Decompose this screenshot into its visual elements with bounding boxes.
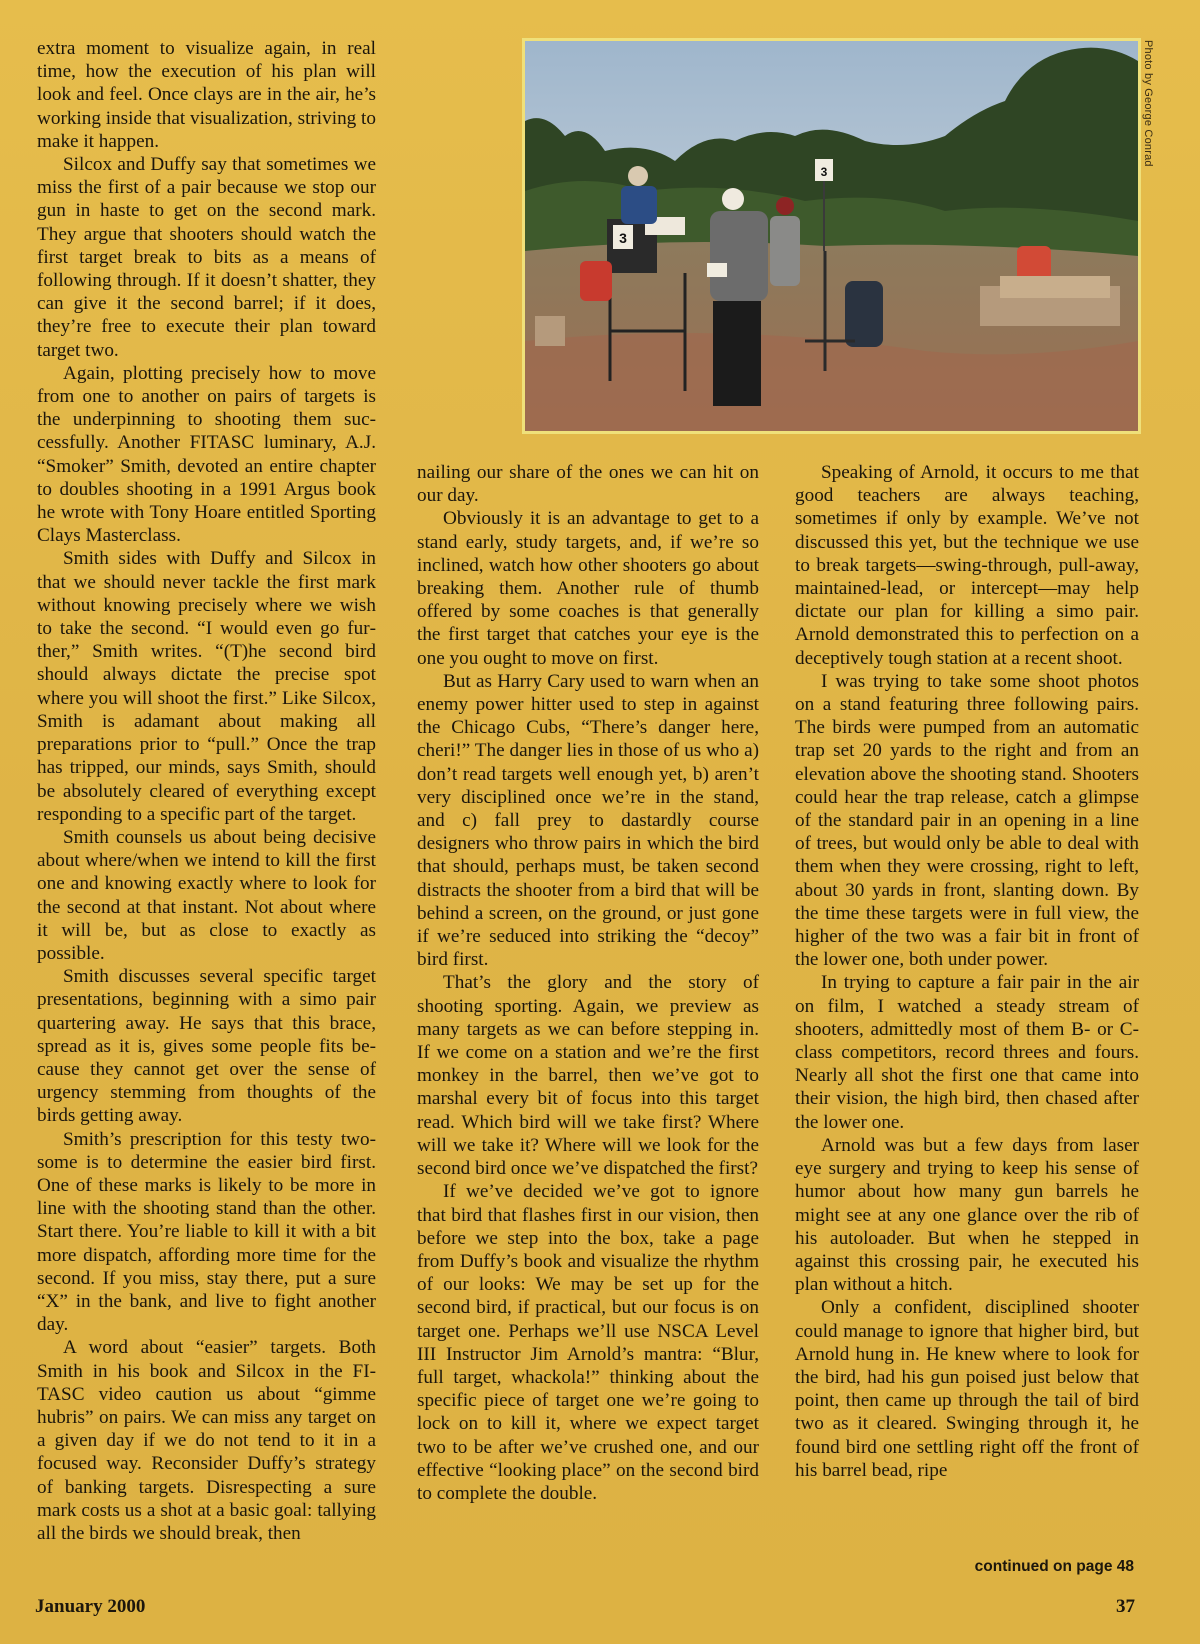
photo-illustration <box>525 41 1138 431</box>
paragraph: That’s the glory and the story of shooting sporting. Again, we preview as many targets as we can before stepping in. If we come on a station and we’re the first monkey in the barrel, then we’ve got to marshal every bit of focus into this target read. Which bird will we take first? Where will we take it? Where will we look for the second bird once we’ve dispatched the first? <box>417 972 759 1180</box>
paragraph: Smith’s prescription for this testy twosome is to determine the easier bird first. One of these marks is likely to be more in line with the shooting stand than the other. Start there. You’re liable to kill it with a bit more dispatch, affording more time for the second. If you miss, stay there, put a sure “X” in the bank, and live to fight another day. <box>37 1128 376 1336</box>
continued-note: continued on page 48 <box>974 1558 1134 1575</box>
paragraph: extra moment to visualize again, in real time, how the execution of his plan will look and feel. Once clays are in the air, he’s working inside that visualization, striving to make it happen. <box>37 38 376 152</box>
paragraph: I was trying to take some shoot photos on a stand featuring three following pairs. The birds were pumped from an automatic trap set 20 yards to the right and from an elevation above the shooting stand. Shooters could hear the trap release, catch a glimpse of the standard pair in an opening in a line of trees, but would only be able to deal with them when they were crossing, right to left, about 30 yards in front, slanting down. By the time these targets were in full view, the higher of the two was a fair bit in front of the lower one, both under power. <box>795 670 1139 971</box>
paragraph: Speaking of Arnold, it occurs to me that good teachers are always teaching, sometimes if only by example. We’ve not discussed this yet, but the technique we use to break targets—swing-through, pull-away, maintained-lead, or intercept—may help dictate our plan for killing a simo pair. Arnold demonstrated this to perfection on a deceptively tough station at a recent shoot. <box>795 462 1139 669</box>
paragraph: nailing our share of the ones we can hit on our day. <box>417 462 759 507</box>
page-number: 37 <box>1116 1596 1135 1617</box>
article-column-2 <box>417 461 759 1505</box>
paragraph: If we’ve decided we’ve got to ignore that bird that flashes first in our vision, then before we step into the box, take a page from Duffy’s book and visualize the rhythm of our looks: We may be set up for the second bird, if practical, but our focus is on target one. Perhaps we’ll use NSCA Level III Instructor Jim Arnold’s mantra: “Blur, full target, whackola!” thinking about the specific piece of target one we’re going to lock on to kill it, where we expect target two to be after we’ve crushed one, and our effective “looking place” on the second bird to complete the double. <box>417 1181 759 1504</box>
article-column-3 <box>795 461 1139 1482</box>
photo-credit: Photo by George Conrad <box>1142 40 1154 167</box>
station-sign-3-far: 3 <box>820 165 828 179</box>
station-sign-3: 3 <box>619 230 627 246</box>
paragraph: Smith sides with Duffy and Silcox in that we should never tackle the first mark without knowing precisely where we wish to take the second. “I would even go further,” Smith writes. “(T)he second bird should always dictate the precise spot where you will shoot the first.” Like Silcox, Smith is adamant about making all preparations prior to “pull.” Once the trap has tripped, our minds, says Smith, should be absolutely cleared of everything except responding to a specific part of the target. <box>37 548 376 825</box>
footer-date: January 2000 <box>35 1596 146 1617</box>
paragraph: Smith counsels us about being decisive about where/when we intend to kill the first one and knowing exactly where to look for the second at that instant. Not about where it will be, but as close to exactly as possible. <box>37 826 376 964</box>
paragraph: Smith discusses several specific target presentations, beginning with a simo pair quartering away. He says that this brace, spread as it is, gives some people fits because they cannot get over the sense of urgency stemming from thoughts of the birds getting away. <box>37 966 376 1127</box>
paragraph: A word about “easier” targets. Both Smith in his book and Silcox in the FITASC video caution us about “gimme hubris” on pairs. We can miss any target on a given day if we do not tend to it in a focused way. Reconsider Duffy’s strategy of banking targets. Disrespecting a sure mark costs us a shot at a basic goal: tallying all the birds we should break, then <box>37 1337 376 1544</box>
paragraph: Obviously it is an advantage to get to a stand early, study targets, and, if we’re so inclined, watch how other shooters go about breaking them. Another rule of thumb offered by some coaches is that generally the first target that catches your eye is the one you ought to move on first. <box>417 508 759 669</box>
paragraph: Silcox and Duffy say that sometimes we miss the first of a pair because we stop our gun in haste to get on the second mark. They argue that shooters should watch the first target break to bits as a means of following through. If it doesn’t shatter, they can give it the second barrel; if it does, they’re free to execute their plan toward target two. <box>37 154 376 361</box>
article-column-1 <box>37 37 376 1545</box>
paragraph: In trying to capture a fair pair in the air on film, I watched a steady stream of shooters, admittedly most of them B- or C-class competitors, record threes and fours. Nearly all shot the first one that came into their vision, the high bird, then chased after the lower one. <box>795 972 1139 1133</box>
paragraph: Arnold was but a few days from laser eye surgery and trying to keep his sense of humor about how many gun barrels he might see at any one glance over the rib of his autoloader. But when he stepped in against this crossing pair, he executed his plan without a hitch. <box>795 1134 1139 1296</box>
paragraph: Only a confident, disciplined shooter could manage to ignore that higher bird, but Arnold hung in. He knew where to look for the bird, had his gun poised just below that point, then came up through the tail of bird two as it cleared. Swinging through it, he found bird one settling right off the front of his barrel bead, ripe <box>795 1297 1139 1481</box>
shooting-station-photo <box>522 38 1141 434</box>
paragraph: Again, plotting precisely how to move from one to another on pairs of targets is the underpinning to shooting them successfully. Another FITASC luminary, A.J. “Smoker” Smith, devoted an entire chapter to doubles shooting in a 1991 Argus book he wrote with Tony Hoare entitled Sporting Clays Masterclass. <box>37 362 376 547</box>
paragraph: But as Harry Cary used to warn when an enemy power hitter used to step in against the Chicago Cubs, “There’s danger here, cheri!” The danger lies in those of us who a) don’t read targets well enough yet, b) aren’t very disciplined once we’re in the stand, and c) fall prey to dastardly course designers who throw pairs in which the bird that should, perhaps must, be taken second distracts the shooter from a bird that will be behind a screen, on the ground, or just gone if we’re seduced into striking the “decoy” bird first. <box>417 670 759 971</box>
